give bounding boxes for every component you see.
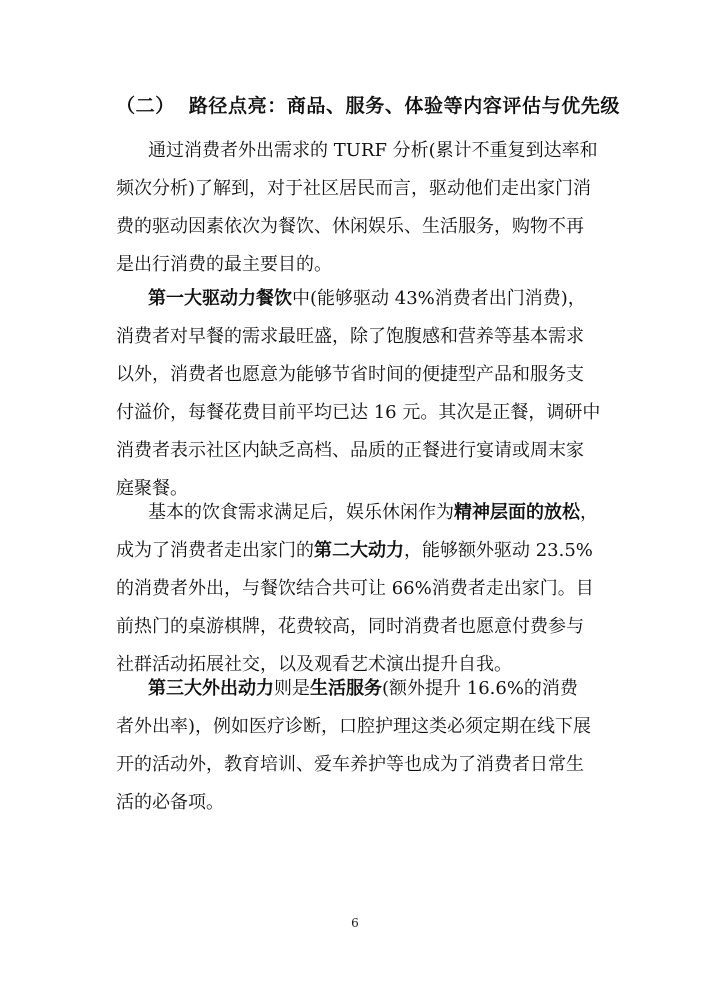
text-run: ， — [580, 502, 598, 523]
text-run: 活的必备项。 — [116, 792, 224, 813]
text-run: 消费者对早餐的需求最旺盛，除了饱腹感和营养等基本需求 — [116, 326, 584, 347]
section-heading — [116, 92, 620, 120]
text-run: (额外提升 16.6%的消费 — [382, 678, 578, 699]
bold-text: 生活服务 — [310, 678, 382, 699]
text-run: 是出行消费的最主要目的。 — [116, 254, 332, 275]
text-line — [116, 246, 616, 284]
text-line — [116, 280, 616, 318]
paragraph-leisure-driver — [116, 494, 616, 684]
text-line — [116, 608, 616, 646]
text-line — [116, 356, 616, 394]
text-line — [116, 670, 616, 708]
text-run: 消费者表示社区内缺乏高档、品质的正餐进行宴请或周末家 — [116, 440, 584, 461]
text-run: 者外出率)，例如医疗诊断，口腔护理这类必须定期在线下展 — [116, 716, 592, 737]
text-run: 中(能够驱动 43%消费者出门消费)， — [292, 288, 586, 309]
text-line — [116, 532, 616, 570]
text-run: 频次分析)了解到，对于社区居民而言，驱动他们走出家门消 — [116, 178, 592, 199]
page-number: 6 — [351, 916, 359, 930]
text-line — [116, 708, 616, 746]
text-run: 费的驱动因素依次为餐饮、休闲娱乐、生活服务，购物不再 — [116, 216, 584, 237]
text-line — [116, 318, 616, 356]
text-line — [116, 432, 616, 470]
text-line — [116, 132, 616, 170]
text-run: 庭聚餐。 — [116, 478, 188, 499]
text-run: 通过消费者外出需求的 TURF 分析(累计不重复到达率和 — [148, 140, 598, 161]
paragraph-turf-analysis — [116, 132, 616, 284]
text-line — [116, 746, 616, 784]
text-run: 开的活动外，教育培训、爱车养护等也成为了消费者日常生 — [116, 754, 584, 775]
bold-text: 第一大驱动力餐饮 — [148, 288, 292, 309]
text-run: 基本的饮食需求满足后，娱乐休闲作为 — [148, 502, 454, 523]
text-line — [116, 494, 616, 532]
bold-text: 精神层面的放松 — [454, 502, 580, 523]
text-run: 的消费者外出，与餐饮结合共可让 66%消费者走出家门。目 — [116, 578, 594, 599]
text-run: ，能够额外驱动 23.5% — [404, 540, 593, 561]
text-line — [116, 784, 616, 822]
section-title: 路径点亮：商品、服务、体验等内容评估与优先级 — [188, 95, 621, 117]
text-line — [116, 170, 616, 208]
text-run: 前热门的桌游棋牌，花费较高，同时消费者也愿意付费参与 — [116, 616, 584, 637]
text-line — [116, 208, 616, 246]
text-run: 付溢价，每餐花费目前平均已达 16 元。其次是正餐，调研中 — [116, 402, 601, 423]
text-line — [116, 570, 616, 608]
text-run: 社群活动拓展社交，以及观看艺术演出提升自我。 — [116, 654, 512, 675]
section-number: （二） — [116, 95, 175, 117]
paragraph-life-services-driver — [116, 670, 616, 822]
bold-text: 第二大动力 — [314, 540, 404, 561]
text-run: 以外，消费者也愿意为能够节省时间的便捷型产品和服务支 — [116, 364, 584, 385]
text-run: 成为了消费者走出家门的 — [116, 540, 314, 561]
text-line — [116, 394, 616, 432]
text-run: 则是 — [274, 678, 310, 699]
bold-text: 第三大外出动力 — [148, 678, 274, 699]
paragraph-dining-driver — [116, 280, 616, 508]
